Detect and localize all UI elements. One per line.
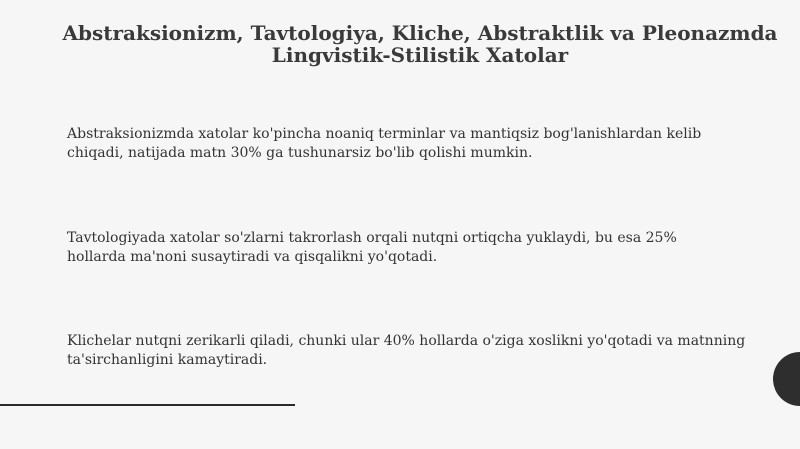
paragraph-cliche-line-1: Klichelar nutqni zerikarli qiladi, chunki ular 40% hollarda o'ziga xoslikni yo'qotadi va matnning (67, 333, 746, 349)
paragraph-tautology-line-2: hollarda ma'noni susaytiradi va qisqalikni yo'qotadi. (67, 249, 438, 265)
paragraph-abstraction-line-1: Abstraksionizmda xatolar ko'pincha noaniq terminlar va mantiqsiz bog'lanishlardan kelib (67, 126, 702, 142)
paragraph-tautology (67, 229, 767, 267)
slide-title-line-2: Lingvistik-Stilistik Xatolar (271, 43, 569, 67)
divider-line (0, 404, 295, 406)
slide-title (40, 22, 800, 66)
paragraph-abstraction (67, 125, 767, 163)
paragraph-tautology-line-1: Tavtologiyada xatolar so'zlarni takrorlash orqali nutqni ortiqcha yuklaydi, bu esa 25% (67, 230, 677, 246)
slide-nav-button[interactable] (773, 352, 800, 406)
slide-title-line-1: Abstraksionizm, Tavtologiya, Kliche, Abstraktlik va Pleonazmda (62, 21, 778, 45)
paragraph-cliche-line-2: ta'sirchanligini kamaytiradi. (67, 352, 268, 368)
paragraph-cliche (67, 332, 767, 370)
paragraph-abstraction-line-2: chiqadi, natijada matn 30% ga tushunarsiz bo'lib qolishi mumkin. (67, 145, 533, 161)
